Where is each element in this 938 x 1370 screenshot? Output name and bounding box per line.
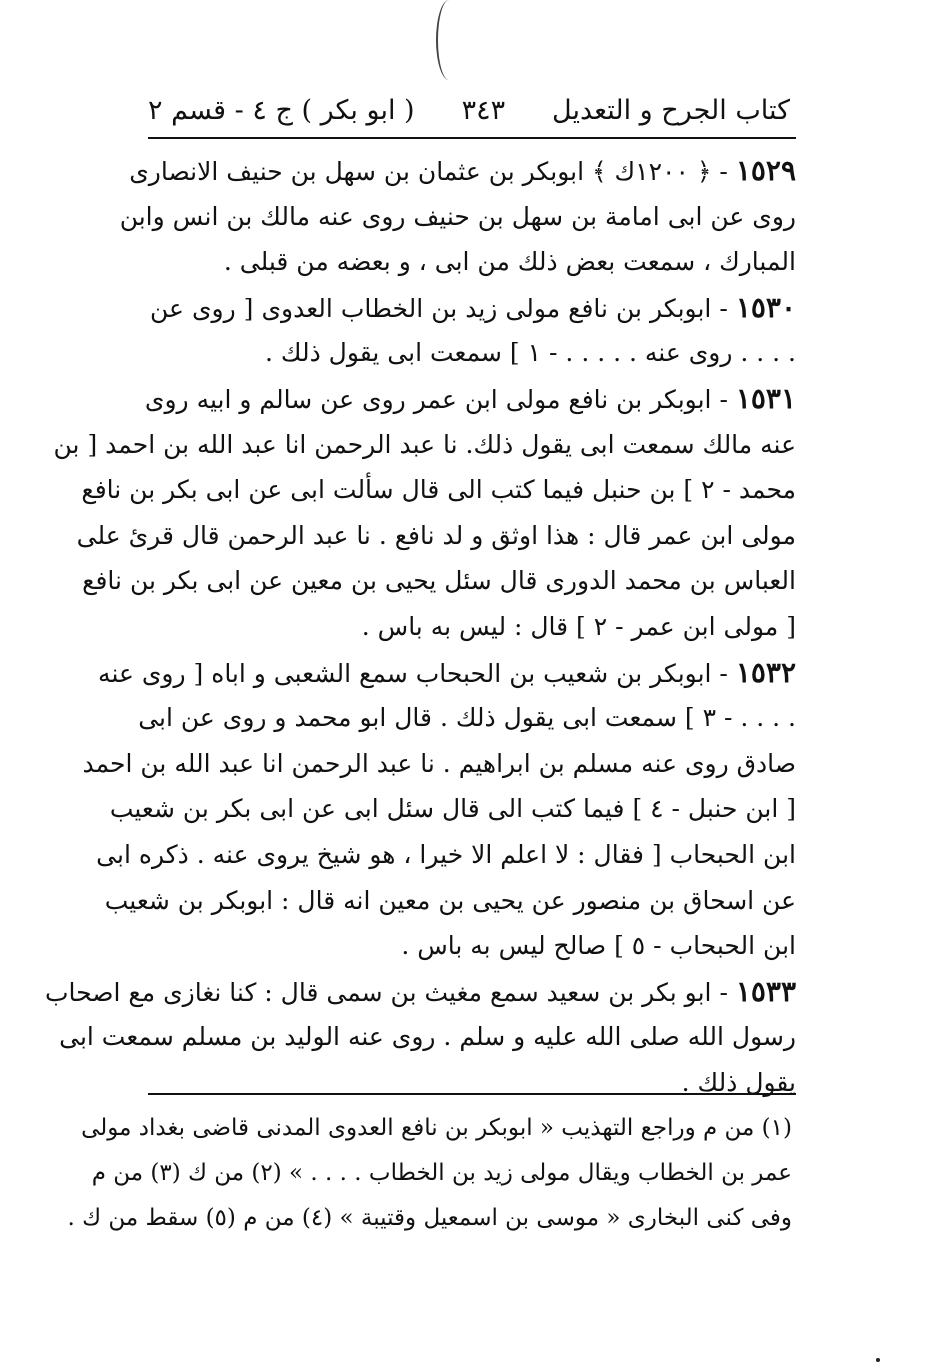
entry-line — [98, 650, 796, 696]
page-header — [148, 88, 790, 132]
entry-line: مولى ابن عمر قال : هذا اوثق و لد نافع . نا عبد الرحمن قال قرئ على — [76, 520, 796, 550]
footnote-rule — [148, 1093, 796, 1095]
header-rule — [148, 137, 796, 139]
entry-text: - ﴿ ١٢٠٠ك ﴾ ابوبكر بن عثمان بن سهل بن حنيف الانصارى — [129, 157, 728, 186]
entry-line: ابن الحبحاب - ٥ ] صالح ليس به باس . — [401, 931, 796, 961]
entry-line: [ مولى ابن عمر - ٢ ] قال : ليس به باس . — [361, 611, 796, 641]
entry-line — [129, 148, 796, 194]
entry-number: ١٥٣٢ — [735, 655, 796, 689]
footnotes — [67, 1106, 792, 1241]
entry-line: رسول الله صلى الله عليه و سلم . روى عنه الوليد بن مسلم سمعت ابى — [59, 1022, 796, 1052]
entry-line: المبارك ، سمعت بعض ذلك من ابى ، و بعضه من قبلى . — [223, 247, 796, 277]
entry-text: - ابو بكر بن سعيد سمع مغيث بن سمى قال : كنا نغازى مع اصحاب — [45, 977, 728, 1007]
entry-number: ١٥٣١ — [735, 381, 796, 415]
entry-text: - ابوبكر بن نافع مولى ابن عمر روى عن سالم و ابيه روى — [144, 384, 728, 414]
footnote-line: وفى كنى البخارى « موسى بن اسمعيل وقتيبة » (٤) من م (٥) سقط من ك . — [67, 1205, 792, 1231]
entry-line: روى عن ابى امامة بن سهل بن حنيف روى عنه مالك بن انس وابن — [119, 201, 796, 231]
entries-body — [45, 148, 796, 1105]
binding-mark — [436, 0, 462, 80]
page-number: ٣٤٣ — [461, 94, 506, 126]
scan-speck — [876, 1358, 880, 1362]
entry-line: . . . . روى عنه . . . . . - ١ ] سمعت ابى يقول ذلك . — [265, 338, 796, 368]
entry-line: [ ابن حنبل - ٤ ] فيما كتب الى قال سئل ابى عن ابى بكر بن شعيب — [109, 794, 796, 824]
entry-text: - ابوبكر بن شعيب بن الحبحاب سمع الشعبى و اباه [ روى عنه — [98, 658, 728, 688]
entry-line — [144, 376, 796, 422]
entry-text: - ابوبكر بن نافع مولى زيد بن الخطاب العدوى [ روى عن — [150, 293, 728, 323]
entry-line — [45, 969, 796, 1015]
book-title: كتاب الجرح و التعديل — [552, 94, 790, 126]
footnote-line: عمر بن الخطاب ويقال مولى زيد بن الخطاب . . . . » (٢) من ك (٣) من م — [91, 1160, 792, 1186]
entry-number: ١٥٣٣ — [735, 974, 796, 1008]
entry-line: عنه مالك سمعت ابى يقول ذلك. نا عبد الرحمن انا عبد الله بن احمد [ بن — [53, 429, 796, 459]
entry-number: ١٥٣٠ — [735, 290, 796, 324]
entry-line: يقول ذلك . — [681, 1067, 796, 1097]
entry-line — [150, 285, 796, 331]
entry-line: ابن الحبحاب [ فقال : لا اعلم الا خيرا ، هو شيخ يروى عنه . ذكره ابى — [96, 839, 796, 869]
entry-line: محمد - ٢ ] بن حنبل فيما كتب الى قال سألت ابى عن ابى بكر بن نافع — [81, 475, 796, 505]
footnote-line: (١) من م وراجع التهذيب « ابوبكر بن نافع العدوى المدنى قاضى بغداد مولى — [81, 1115, 792, 1141]
section-label: ( ابو بكر ) ج ٤ - قسم ٢ — [148, 94, 415, 126]
entry-line: صادق روى عنه مسلم بن ابراهيم . نا عبد الرحمن انا عبد الله بن احمد — [82, 748, 796, 778]
entry-line: عن اسحاق بن منصور عن يحيى بن معين انه قال : ابوبكر بن شعيب — [104, 885, 796, 915]
entry-line: . . . . - ٣ ] سمعت ابى يقول ذلك . قال ابو محمد و روى عن ابى — [138, 703, 796, 733]
entry-line: العباس بن محمد الدورى قال سئل يحيى بن معين عن ابى بكر بن نافع — [82, 566, 796, 596]
entry-number: ١٥٢٩ — [735, 154, 796, 187]
